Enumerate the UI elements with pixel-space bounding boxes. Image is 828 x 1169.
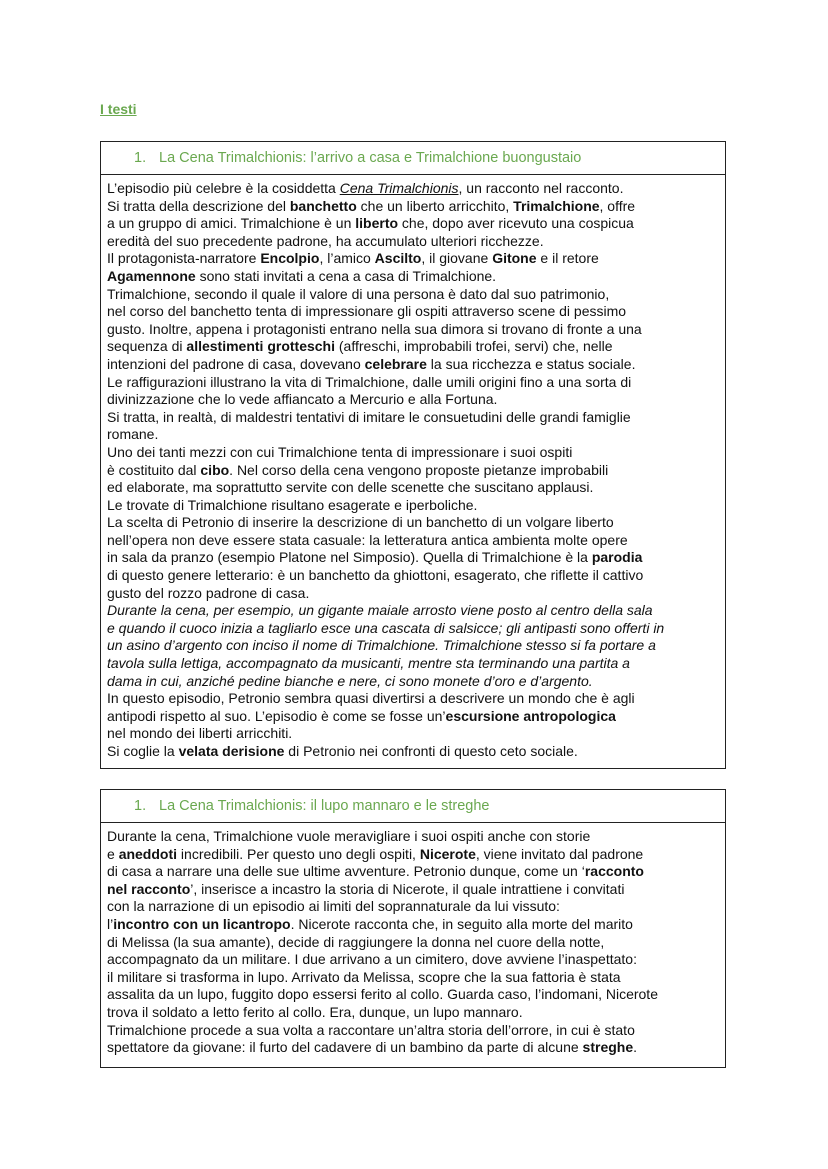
text-line	[107, 655, 725, 673]
text-line	[107, 602, 725, 620]
text-run: Si tratta della descrizione del	[107, 197, 290, 214]
text-line	[107, 863, 725, 881]
text-line	[107, 356, 725, 374]
section-title: La Cena Trimalchionis: il lupo mannaro e le streghe	[159, 798, 490, 814]
bold-term: Agamennone	[107, 267, 196, 284]
text-run: , viene invitato dal padrone	[475, 845, 644, 862]
bold-term: racconto	[584, 863, 644, 880]
text-line	[107, 391, 725, 409]
text-run: assalita da un lupo, fuggito dopo essersi ferito al collo. Guarda caso, l’indomani, Nicerote	[107, 986, 658, 1003]
text-run: Durante la cena, per esempio, un gigante maiale arrosto viene posto al centro della sala	[107, 602, 653, 619]
text-run: L’episodio più celebre è la cosiddetta	[107, 180, 340, 196]
text-run: tavola sulla lettiga, accompagnato da musicanti, mentre sta terminando una partita a	[107, 655, 630, 672]
text-run: accompagnato da un militare. I due arrivano a un cimitero, dove avviene l’inaspettato:	[107, 951, 637, 968]
text-run: , un racconto nel racconto.	[458, 180, 624, 196]
text-run: divinizzazione che lo vede affiancato a Mercurio e alla Fortuna.	[107, 391, 498, 408]
text-run: sono stati invitati a cena a casa di Trimalchione.	[195, 267, 497, 284]
text-run: gusto del rozzo padrone di casa.	[107, 584, 310, 601]
text-line	[107, 549, 725, 567]
text-line	[107, 881, 725, 899]
text-line	[107, 215, 725, 233]
text-run: Le raffigurazioni illustrano la vita di Trimalchione, dalle umili origini fino a una sorta di	[107, 373, 632, 390]
text-line	[107, 986, 725, 1004]
text-line	[107, 321, 725, 339]
bold-term: Nicerote	[419, 845, 476, 862]
bold-term: velata derisione	[178, 743, 285, 759]
section-body	[101, 175, 725, 761]
text-run: romane.	[107, 426, 159, 443]
text-line	[107, 1004, 725, 1022]
text-run: intenzioni del padrone di casa, dovevano	[107, 355, 365, 372]
text-line	[107, 585, 725, 603]
text-line	[107, 743, 725, 761]
text-line	[107, 444, 725, 462]
list-number: 1.	[134, 150, 147, 166]
text-line	[107, 567, 725, 585]
text-run: nel corso del banchetto tenta di impressionare gli ospiti attraverso scene di pessimo	[107, 303, 627, 320]
text-line	[107, 374, 725, 392]
text-line	[107, 969, 725, 987]
section-title-bar	[101, 790, 725, 823]
text-run: è costituito dal	[107, 461, 201, 478]
bold-term: streghe	[582, 1039, 634, 1056]
text-run: Il protagonista-narratore	[107, 250, 261, 267]
bold-term: liberto	[355, 215, 399, 232]
text-run: nel mondo dei liberti arricchiti.	[107, 725, 293, 742]
text-run: incredibili. Per questo uno degli ospiti,	[177, 845, 420, 862]
text-line	[107, 233, 725, 251]
list-number: 1.	[134, 798, 147, 814]
bold-term: nel racconto	[107, 880, 191, 897]
text-run: il militare si trasforma in lupo. Arrivato da Melissa, scopre che la sua fattoria è stata	[107, 968, 621, 985]
bold-term: celebrare	[364, 355, 427, 372]
text-line	[107, 846, 725, 864]
text-line	[107, 1022, 725, 1040]
bold-term: escursione antropologica	[445, 707, 616, 724]
text-run: eredità del suo precedente padrone, ha accumulato ulteriori ricchezze.	[107, 232, 544, 249]
text-run: . Nicerote racconta che, in seguito alla morte del marito	[290, 915, 633, 932]
section-box-arrivo	[100, 141, 726, 769]
text-run: antipodi rispetto al suo. L’episodio è come se fosse un’	[107, 707, 446, 724]
text-run: la sua ricchezza e status sociale.	[426, 355, 636, 372]
text-line	[107, 180, 725, 198]
text-run: di Melissa (la sua amante), decide di raggiungere la donna nel cuore della notte,	[107, 933, 605, 950]
italic-title: Cena Trimalchionis	[339, 180, 459, 196]
text-line	[107, 409, 725, 427]
text-line	[107, 462, 725, 480]
section-body	[101, 823, 725, 1057]
text-line	[107, 497, 725, 515]
text-line	[107, 828, 725, 846]
bold-term: aneddoti	[118, 845, 178, 862]
text-line	[107, 338, 725, 356]
text-line	[107, 426, 725, 444]
text-line	[107, 479, 725, 497]
text-run: l’	[107, 915, 114, 932]
text-run: a un gruppo di amici. Trimalchione è un	[107, 215, 356, 232]
text-line	[107, 532, 725, 550]
text-line	[107, 951, 725, 969]
text-run: ed elaborate, ma soprattutto servite con delle scenette che suscitano applausi.	[107, 479, 594, 496]
text-line	[107, 934, 725, 952]
text-run: un asino d’argento con inciso il nome di Trimalchione. Trimalchione stesso si fa portare a	[107, 637, 656, 654]
section-title: La Cena Trimalchionis: l’arrivo a casa e Trimalchione buongustaio	[159, 150, 582, 166]
text-run: In questo episodio, Petronio sembra quasi divertirsi a descrivere un mondo che è agli	[107, 690, 635, 707]
text-run: Durante la cena, Trimalchione vuole meravigliare i suoi ospiti anche con storie	[107, 828, 591, 844]
text-line	[107, 898, 725, 916]
bold-term: Ascilto	[374, 250, 422, 267]
text-run: e il retore	[536, 250, 599, 267]
text-line	[107, 690, 725, 708]
text-run: , offre	[599, 197, 636, 214]
text-line	[107, 620, 725, 638]
text-run: e quando il cuoco inizia a tagliarlo esce una cascata di salsicce; gli antipasti sono offerti in	[107, 619, 665, 636]
text-line	[107, 637, 725, 655]
section-box-lupo-mannaro	[100, 789, 726, 1068]
text-run: , il giovane	[421, 250, 493, 267]
text-line	[107, 198, 725, 216]
bold-term: parodia	[591, 549, 643, 566]
text-run: che, dopo aver ricevuto una cospicua	[398, 215, 634, 232]
text-run: e	[107, 845, 119, 862]
text-run: . Nel corso della cena vengono proposte pietanze improbabili	[229, 461, 609, 478]
text-run: La scelta di Petronio di inserire la descrizione di un banchetto di un volgare liberto	[107, 514, 614, 531]
bold-term: incontro con un licantropo	[113, 915, 291, 932]
text-line	[107, 916, 725, 934]
text-run: .	[633, 1039, 638, 1056]
text-run: di Petronio nei confronti di questo ceto sociale.	[284, 743, 578, 759]
page-heading: I testi	[100, 101, 137, 117]
text-run: di questo genere letterario: è un banchetto da ghiottoni, esagerato, che riflette il cattivo	[107, 567, 644, 584]
bold-term: banchetto	[289, 197, 357, 214]
bold-term: Gitone	[492, 250, 537, 267]
text-line	[107, 303, 725, 321]
text-run: trova il soldato a letto ferito al collo. Era, dunque, un lupo mannaro.	[107, 1003, 523, 1020]
text-line	[107, 514, 725, 532]
text-run: gusto. Inoltre, appena i protagonisti entrano nella sua dimora si trovano di fronte a una	[107, 320, 642, 337]
bold-term: Trimalchione	[513, 197, 600, 214]
text-run: (affreschi, improbabili trofei, servi) che, nelle	[335, 338, 613, 355]
text-run: nell’opera non deve essere stata casuale: la letteratura antica ambienta molte opere	[107, 531, 628, 548]
text-run: dama in cui, anziché pedine bianche e nere, ci sono monete d’oro e d’argento.	[107, 672, 593, 689]
text-run: con la narrazione di un episodio ai limiti del soprannaturale da lui vissuto:	[107, 898, 560, 915]
text-run: Trimalchione procede a sua volta a raccontare un’altra storia dell’orrore, in cui è stato	[107, 1021, 635, 1038]
text-line	[107, 708, 725, 726]
text-run: di casa a narrare una delle sue ultime avventure. Petronio dunque, come un ‘	[107, 863, 585, 880]
text-line	[107, 1039, 725, 1057]
text-line	[107, 268, 725, 286]
text-run: che un liberto arricchito,	[356, 197, 514, 214]
text-run: Si coglie la	[107, 743, 179, 759]
text-run: sequenza di	[107, 338, 187, 355]
bold-term: Encolpio	[260, 250, 320, 267]
text-run: , l’amico	[319, 250, 375, 267]
text-run: ’, inserisce a incastro la storia di Nicerote, il quale intrattiene i convitati	[190, 880, 625, 897]
text-run: Le trovate di Trimalchione risultano esagerate e iperboliche.	[107, 496, 478, 513]
text-run: Uno dei tanti mezzi con cui Trimalchione tenta di impressionare i suoi ospiti	[107, 443, 573, 460]
text-line	[107, 250, 725, 268]
text-run: Si tratta, in realtà, di maldestri tentativi di imitare le consuetudini delle grandi famiglie	[107, 408, 631, 425]
text-line	[107, 673, 725, 691]
text-run: Trimalchione, secondo il quale il valore di una persona è dato dal suo patrimonio,	[107, 285, 610, 302]
bold-term: allestimenti grotteschi	[186, 338, 335, 355]
text-run: in sala da pranzo (esempio Platone nel Simposio). Quella di Trimalchione è la	[107, 549, 592, 566]
bold-term: cibo	[200, 461, 230, 478]
section-title-bar	[101, 142, 725, 175]
text-line	[107, 286, 725, 304]
text-run: spettatore da giovane: il furto del cadavere di un bambino da parte di alcune	[107, 1039, 583, 1056]
text-line	[107, 725, 725, 743]
